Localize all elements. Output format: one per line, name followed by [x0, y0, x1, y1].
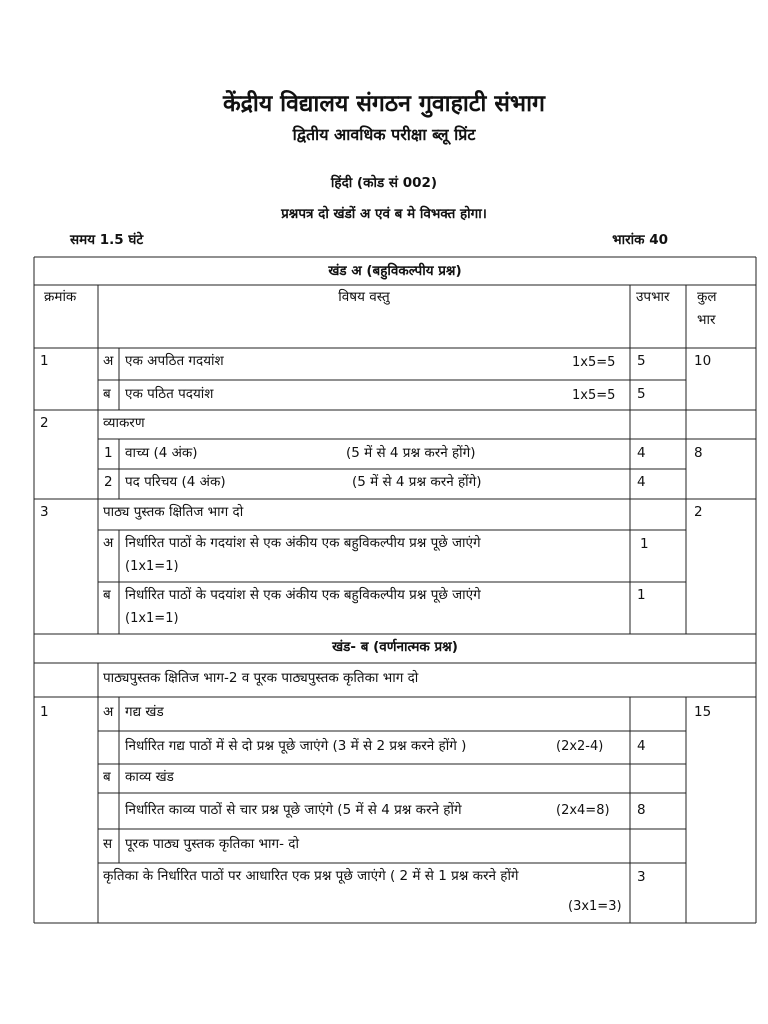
row-sub-letter: ब: [103, 769, 111, 785]
row-content: पूरक पाठ्य पुस्तक कृतिका भाग- दो: [125, 836, 299, 852]
row-calc: (1x1=1): [125, 611, 179, 626]
row-content: पाठ्य पुस्तक क्षितिज भाग दो: [103, 504, 244, 520]
row-submarks: 3: [637, 869, 646, 885]
row-submarks: 1: [640, 536, 649, 552]
row-content: निर्धारित पाठों के गदयांश से एक अंकीय एक बहुविकल्पीय प्रश्न पूछे जाएंगे: [125, 535, 481, 551]
row-total: 2: [694, 504, 703, 520]
row-sub-number: 2: [104, 474, 113, 490]
section-b-title: खंड- ब (वर्णनात्मक प्रश्न): [332, 639, 458, 655]
row-submarks: 1: [637, 587, 646, 603]
col-header-total: कुल: [697, 289, 717, 305]
row-sub-letter: स: [103, 836, 113, 852]
row-content: व्याकरण: [103, 415, 145, 431]
row-calc: (2x4=8): [556, 803, 610, 818]
row-serial: 3: [40, 504, 49, 520]
row-serial: 1: [40, 353, 49, 369]
section-a-title: खंड अ (बहुविकल्पीय प्रश्न): [328, 263, 462, 279]
row-content: निर्धारित काव्य पाठों से चार प्रश्न पूछे जाएंगे (5 में से 4 प्रश्न करने होंगे: [125, 802, 462, 818]
row-content: काव्य खंड: [125, 769, 174, 785]
row-calc: 1x5=5: [572, 388, 616, 403]
exam-title: द्वितीय आवधिक परीक्षा ब्लू प्रिंट: [292, 125, 476, 144]
row-sub-number: 1: [104, 445, 113, 461]
row-sub-letter: अ: [103, 535, 114, 551]
row-content: गद्य खंड: [125, 704, 164, 720]
row-content: निर्धारित गद्य पाठों में से दो प्रश्न पूछे जाएंगे (3 में से 2 प्रश्न करने होंगे ): [125, 738, 467, 754]
marks-label: भारांक 40: [612, 232, 668, 248]
row-content: पद परिचय (4 अंक): [125, 474, 226, 490]
row-submarks: 8: [637, 802, 646, 818]
organization-title: केंद्रीय विद्यालय संगठन गुवाहाटी संभाग: [223, 91, 545, 117]
col-header-weight: भार: [697, 312, 716, 328]
row-submarks: 4: [637, 474, 646, 490]
row-serial: 1: [40, 704, 49, 720]
row-serial: 2: [40, 415, 49, 431]
row-total: 10: [694, 353, 712, 369]
col-header-submarks: उपभार: [636, 289, 670, 305]
row-calc: (3x1=3): [568, 899, 622, 914]
row-sub-letter: ब: [103, 386, 111, 402]
row-submarks: 4: [637, 445, 646, 461]
row-content: कृतिका के निर्धारित पाठों पर आधारित एक प्रश्न पूछे जाएंगे ( 2 में से 1 प्रश्न करने होंगे: [103, 868, 519, 884]
row-calc: (1x1=1): [125, 559, 179, 574]
row-note: (5 में से 4 प्रश्न करने होंगे): [346, 445, 476, 461]
row-sub-letter: अ: [103, 704, 114, 720]
row-total: 15: [694, 704, 712, 720]
row-note: (5 में से 4 प्रश्न करने होंगे): [352, 474, 482, 490]
subject-title: हिंदी (कोड सं 002): [330, 175, 438, 191]
row-submarks: 5: [637, 353, 646, 369]
row-submarks: 5: [637, 386, 646, 402]
row-calc: 1x5=5: [572, 355, 616, 370]
time-label: समय 1.5 घंटे: [70, 232, 144, 248]
row-content: एक पठित पदयांश: [125, 386, 214, 402]
col-header-content: विषय वस्तु: [338, 289, 390, 305]
row-total: 8: [694, 445, 703, 461]
row-calc: (2x2-4): [556, 739, 604, 754]
division-note: प्रश्नपत्र दो खंडों अ एवं ब मे विभक्त होगा।: [281, 206, 487, 222]
row-submarks: 4: [637, 738, 646, 754]
row-sub-letter: ब: [103, 587, 111, 603]
row-content: निर्धारित पाठों के पदयांश से एक अंकीय एक बहुविकल्पीय प्रश्न पूछे जाएंगे: [125, 587, 481, 603]
row-content: एक अपठित गदयांश: [125, 353, 224, 369]
row-content: वाच्य (4 अंक): [125, 445, 198, 461]
row-sub-letter: अ: [103, 353, 114, 369]
col-header-serial: क्रमांक: [44, 289, 77, 305]
row-content: पाठ्यपुस्तक क्षितिज भाग-2 व पूरक पाठ्यपुस्तक कृतिका भाग दो: [103, 670, 419, 686]
